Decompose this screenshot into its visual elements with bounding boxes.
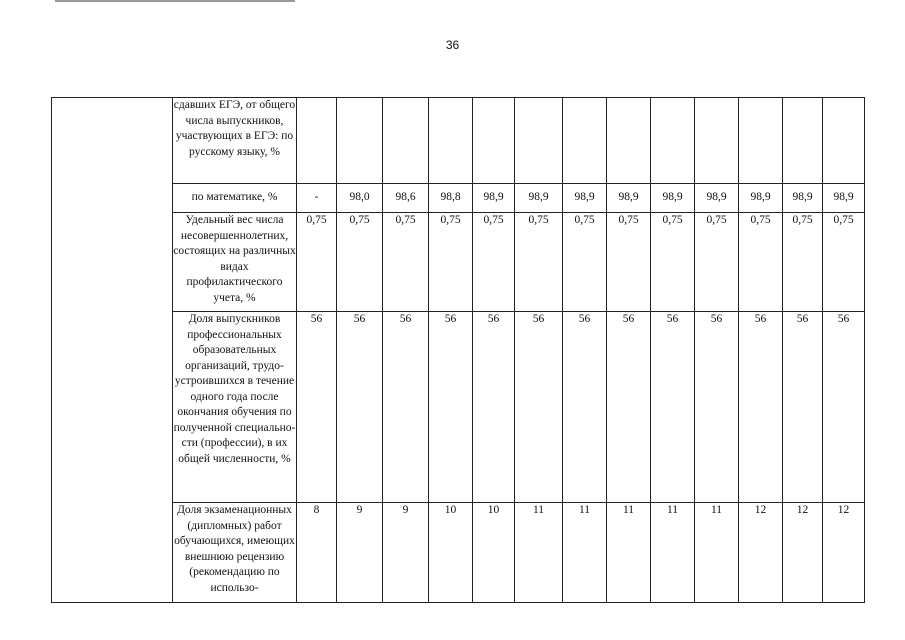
value-cell — [383, 98, 429, 184]
table-row — [52, 312, 865, 503]
value-cell: 0,75 — [429, 213, 473, 312]
value-cell: 8 — [297, 503, 337, 603]
row-label: Удельный вес числа несовершеннолетних, состоящих на различных видах профилактического учета, % — [173, 213, 297, 312]
value-cell: 0,75 — [783, 213, 823, 312]
value-cell: 10 — [473, 503, 515, 603]
value-cell: 0,75 — [383, 213, 429, 312]
value-cell: 56 — [473, 312, 515, 503]
row-label: по математике, % — [173, 184, 297, 213]
value-cell: 0,75 — [739, 213, 783, 312]
value-cell — [515, 98, 563, 184]
row-label: Доля экзаменационных (дипломных) работ обучающихся, имеющих внешнюю рецензию (рекомендацию по использо- — [173, 503, 297, 603]
value-cell: 0,75 — [607, 213, 651, 312]
value-cell: 56 — [297, 312, 337, 503]
row-label: Доля выпускников профессиональных образовательных организаций, трудоустроившихся в течение одного года после окончания обучения по полученной специальности (профессии), в их общей численности, % — [173, 312, 297, 503]
value-cell — [607, 98, 651, 184]
value-cell: 98,9 — [739, 184, 783, 213]
value-cell: 56 — [515, 312, 563, 503]
value-cell: 98,0 — [337, 184, 383, 213]
value-cell: 12 — [823, 503, 865, 603]
value-cell: 98,6 — [383, 184, 429, 213]
value-cell: 98,9 — [563, 184, 607, 213]
value-cell: 0,75 — [695, 213, 739, 312]
table-row — [52, 98, 865, 184]
row-label: сдавших ЕГЭ, от общего числа выпускников, участвующих в ЕГЭ: по русскому языку, % — [173, 98, 297, 184]
value-cell — [651, 98, 695, 184]
value-cell: 0,75 — [563, 213, 607, 312]
value-cell: 98,9 — [607, 184, 651, 213]
value-cell — [783, 98, 823, 184]
top-rule — [55, 0, 295, 2]
value-cell: 98,9 — [515, 184, 563, 213]
value-cell: 12 — [783, 503, 823, 603]
value-cell: 98,8 — [429, 184, 473, 213]
value-cell: 0,75 — [473, 213, 515, 312]
value-cell — [337, 98, 383, 184]
value-cell: 11 — [607, 503, 651, 603]
value-cell: 56 — [337, 312, 383, 503]
page-number: 36 — [445, 38, 460, 52]
table-row — [52, 503, 865, 603]
section-cell — [52, 98, 173, 603]
value-cell: 0,75 — [823, 213, 865, 312]
value-cell: 11 — [651, 503, 695, 603]
value-cell: 98,9 — [823, 184, 865, 213]
indicators-table — [51, 97, 865, 603]
value-cell: 56 — [783, 312, 823, 503]
value-cell: 9 — [383, 503, 429, 603]
value-cell — [739, 98, 783, 184]
value-cell: - — [297, 184, 337, 213]
value-cell — [823, 98, 865, 184]
value-cell: 56 — [739, 312, 783, 503]
value-cell — [429, 98, 473, 184]
value-cell: 9 — [337, 503, 383, 603]
value-cell: 98,9 — [695, 184, 739, 213]
table-row — [52, 184, 865, 213]
value-cell: 11 — [695, 503, 739, 603]
value-cell: 56 — [651, 312, 695, 503]
value-cell: 56 — [695, 312, 739, 503]
value-cell: 0,75 — [651, 213, 695, 312]
value-cell: 56 — [563, 312, 607, 503]
value-cell: 56 — [429, 312, 473, 503]
value-cell — [695, 98, 739, 184]
value-cell — [297, 98, 337, 184]
value-cell: 56 — [823, 312, 865, 503]
value-cell — [563, 98, 607, 184]
value-cell: 56 — [383, 312, 429, 503]
value-cell: 98,9 — [651, 184, 695, 213]
value-cell: 0,75 — [297, 213, 337, 312]
value-cell — [473, 98, 515, 184]
value-cell: 0,75 — [515, 213, 563, 312]
value-cell: 0,75 — [337, 213, 383, 312]
value-cell: 10 — [429, 503, 473, 603]
value-cell: 98,9 — [783, 184, 823, 213]
value-cell: 11 — [515, 503, 563, 603]
value-cell: 56 — [607, 312, 651, 503]
table-row — [52, 213, 865, 312]
value-cell: 98,9 — [473, 184, 515, 213]
value-cell: 11 — [563, 503, 607, 603]
value-cell: 12 — [739, 503, 783, 603]
